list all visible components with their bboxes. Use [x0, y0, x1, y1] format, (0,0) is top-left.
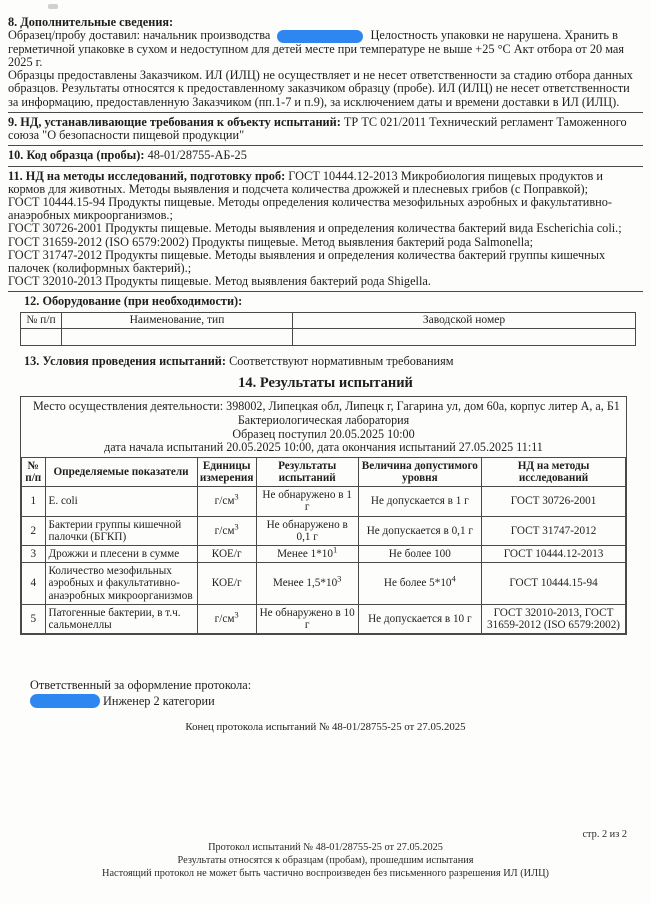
equipment-col-name: Наименование, тип — [62, 312, 293, 329]
empty-cell — [21, 329, 62, 346]
section12-label: 12. Оборудование (при необходимости): — [24, 294, 243, 309]
cell-limit — [358, 487, 481, 516]
cell-indicator: Патогенные бактерии, в т.ч. сальмонеллы — [45, 604, 197, 633]
table-row — [22, 546, 626, 563]
col-result: Результаты испытаний — [256, 457, 358, 486]
cell-result — [256, 563, 358, 605]
section-equipment — [8, 291, 643, 346]
col-unit: Единицы измерения — [197, 457, 256, 486]
cell-num: 5 — [22, 604, 46, 633]
result-base: Не обнаружено в 1 г — [262, 489, 352, 514]
laboratory-name: Бактериологическая лаборатория — [237, 413, 410, 428]
cell-indicator: Бактерии группы кишечной палочки (БГКП) — [45, 516, 197, 545]
results-info — [21, 397, 626, 456]
footer-protocol-line: Протокол испытаний № 48-01/28755-25 от 27.05.2025 — [208, 842, 443, 853]
activity-address: Место осуществления деятельности: 398002, Липецкая обл, Липецк г, Гагарина ул, дом 60а, корпус литер А, а, Б1 — [33, 399, 620, 414]
limit-base: Не допускается в 0,1 г — [366, 524, 473, 537]
table-row — [22, 516, 626, 545]
cell-result — [256, 546, 358, 563]
section-sample-code — [8, 145, 643, 162]
cell-indicator: E. coli — [45, 487, 197, 516]
equipment-header-row — [21, 312, 636, 329]
cell-num: 3 — [22, 546, 46, 563]
cell-num: 1 — [22, 487, 46, 516]
results-header-row — [22, 457, 626, 486]
unit-base: КОЕ/г — [211, 548, 242, 561]
equipment-col-num: № п/п — [21, 312, 62, 329]
section-nd-methods — [8, 166, 643, 289]
cell-result — [256, 487, 358, 516]
nd-methods-entry: ГОСТ 32010-2013 Продукты пищевые. Метод выявления бактерий рода Shigella. — [8, 274, 431, 289]
unit-exp: 3 — [234, 609, 239, 620]
cell-nd: ГОСТ 10444.15-94 — [482, 563, 626, 605]
limit-exp: 4 — [451, 573, 456, 584]
section13-text: Соответствуют нормативным требованиям — [229, 354, 454, 369]
cell-unit — [197, 516, 256, 545]
nd-methods-entry — [8, 170, 643, 196]
col-indicator: Определяемые показатели — [45, 457, 197, 486]
footer-lines — [0, 828, 651, 880]
unit-base: г/см — [214, 612, 235, 625]
results-table — [21, 457, 626, 634]
section-additional-info — [8, 16, 643, 109]
nd-methods-entry: ГОСТ 30726-2001 Продукты пищевые. Методы выявления и определения количества бактерий вида Escherichia coli.; — [8, 221, 622, 236]
results-heading: 14. Результаты испытаний — [238, 375, 413, 392]
nd-methods-entry: ГОСТ 31747-2012 Продукты пищевые. Методы выявления и определения количества бактерий группы кишечных палочек (колиформных бактерий).; — [8, 247, 606, 275]
result-base: Не обнаружено в 0,1 г — [266, 518, 348, 543]
limit-base: Не допускается в 10 г — [368, 612, 472, 625]
empty-cell — [293, 329, 636, 346]
section8-text-before-redaction: Образец/пробу доставил: начальник производства — [8, 28, 271, 43]
cell-nd: ГОСТ 10444.12-2013 — [482, 546, 626, 563]
section8-text-after-redaction: Целостность упаковки не нарушена. Хранить в герметичной упаковке в сухом и недоступном для детей месте при температуре не выше +25 °C Акт отбора от 20 мая 2025 г. — [8, 28, 625, 70]
result-base: Менее 1*10 — [277, 548, 333, 561]
scan-artifact — [48, 4, 58, 9]
table-row — [22, 604, 626, 633]
cell-nd: ГОСТ 32010-2013, ГОСТ 31659-2012 (ISO 6579:2002) — [482, 604, 626, 633]
equipment-empty-row — [21, 329, 636, 346]
cell-result — [256, 516, 358, 545]
signoff-role: Инженер 2 категории — [103, 694, 215, 709]
signoff-person — [30, 693, 643, 709]
cell-limit — [358, 563, 481, 605]
limit-base: Не более 5*10 — [383, 577, 452, 590]
unit-exp: 3 — [234, 520, 239, 531]
nd-methods-entry: ГОСТ 10444.15-94 Продукты пищевые. Методы определения количества мезофильных аэробных и факультативно-анаэробных микроорганизмов.; — [8, 194, 612, 223]
cell-num: 2 — [22, 516, 46, 545]
cell-limit — [358, 516, 481, 545]
equipment-table — [20, 312, 636, 347]
cell-unit — [197, 563, 256, 605]
cell-result — [256, 604, 358, 633]
unit-base: г/см — [214, 524, 235, 537]
page-footer — [0, 828, 651, 880]
table-row — [22, 487, 626, 516]
footer-copyright-line: Настоящий протокол не может быть частично воспроизведен без письменного разрешения ИЛ (ИЛЦ) — [102, 868, 549, 879]
cell-unit — [197, 604, 256, 633]
nd-methods-entry-text: ГОСТ 10444.12-2013 Микробиология пищевых продуктов и кормов для животных. Методы выявления и подсчета количества дрожжей и плесневых грибов (с Поправкой); — [8, 168, 603, 196]
nd-methods-entry: ГОСТ 31659-2012 (ISO 6579:2002) Продукты пищевые. Метод выявления бактерий рода Salmonella; — [8, 234, 534, 249]
section9-text: ТР ТС 021/2011 Технический регламент Таможенного союза "О безопасности пищевой продукции" — [8, 114, 627, 143]
cell-limit — [358, 546, 481, 563]
redacted-engineer-name — [30, 694, 100, 708]
section-nd-requirements — [8, 112, 643, 142]
results-block — [20, 396, 627, 635]
cell-indicator: Количество мезофильных аэробных и факультативно-анаэробных микроорганизмов — [45, 563, 197, 605]
cell-nd: ГОСТ 31747-2012 — [482, 516, 626, 545]
result-base: Менее 1,5*10 — [272, 577, 338, 590]
empty-cell — [62, 329, 293, 346]
unit-base: КОЕ/г — [211, 577, 242, 590]
limit-base: Не допускается в 1 г — [370, 495, 469, 508]
cell-nd: ГОСТ 30726-2001 — [482, 487, 626, 516]
section9-label: 9. НД, устанавливающие требования к объекту испытаний: — [8, 114, 341, 129]
cell-limit — [358, 604, 481, 633]
section-test-conditions — [24, 355, 643, 368]
section8-paragraph-2: Образцы предоставлены Заказчиком. ИЛ (ИЛЦ) не осуществляет и не несет ответственности за стадию отбора данных образцов. Результаты относятся к предоставленному заказчиком образцу (пробе). ИЛ (ИЛЦ) не несет ответственности за информацию, предоставленную Заказчиком (пп.1-7 и п.9), за исключением даты и времени доставки в ИЛ (ИЛЦ). — [8, 68, 633, 109]
signoff-label: Ответственный за оформление протокола: — [30, 678, 252, 693]
test-dates: дата начала испытаний 20.05.2025 10:00, дата окончания испытаний 27.05.2025 11:11 — [104, 440, 543, 455]
col-num: № п/п — [22, 457, 46, 486]
section13-label: 13. Условия проведения испытаний: — [24, 354, 226, 369]
footer-results-line: Результаты относятся к образцам (пробам), прошедшим испытания — [177, 855, 474, 866]
result-exp: 3 — [337, 573, 342, 584]
section8-title: 8. Дополнительные сведения: — [8, 15, 174, 29]
unit-base: г/см — [214, 495, 235, 508]
cell-indicator: Дрожжи и плесени в сумме — [45, 546, 197, 563]
table-row — [22, 563, 626, 605]
cell-num: 4 — [22, 563, 46, 605]
section11-label: 11. НД на методы исследований, подготовку проб: — [8, 168, 286, 183]
col-nd: НД на методы исследований — [482, 457, 626, 486]
section10-label: 10. Код образца (пробы): — [8, 148, 145, 163]
cell-unit — [197, 487, 256, 516]
section10-value: 48-01/28755-АБ-25 — [147, 148, 247, 163]
unit-exp: 3 — [234, 491, 239, 502]
col-limit: Величина допустимого уровня — [358, 457, 481, 486]
section8-paragraph-1 — [8, 29, 643, 69]
sample-received: Образец поступил 20.05.2025 10:00 — [232, 426, 415, 441]
limit-base: Не более 100 — [388, 548, 451, 561]
result-base: Не обнаружено в 10 г — [259, 606, 355, 632]
signoff-block — [30, 677, 643, 709]
cell-unit — [197, 546, 256, 563]
result-exp: 1 — [332, 544, 338, 555]
protocol-end-line: Конец протокола испытаний № 48-01/28755-25 от 27.05.2025 — [185, 721, 466, 734]
equipment-col-serial: Заводской номер — [293, 312, 636, 329]
page-number: стр. 2 из 2 — [582, 829, 627, 840]
